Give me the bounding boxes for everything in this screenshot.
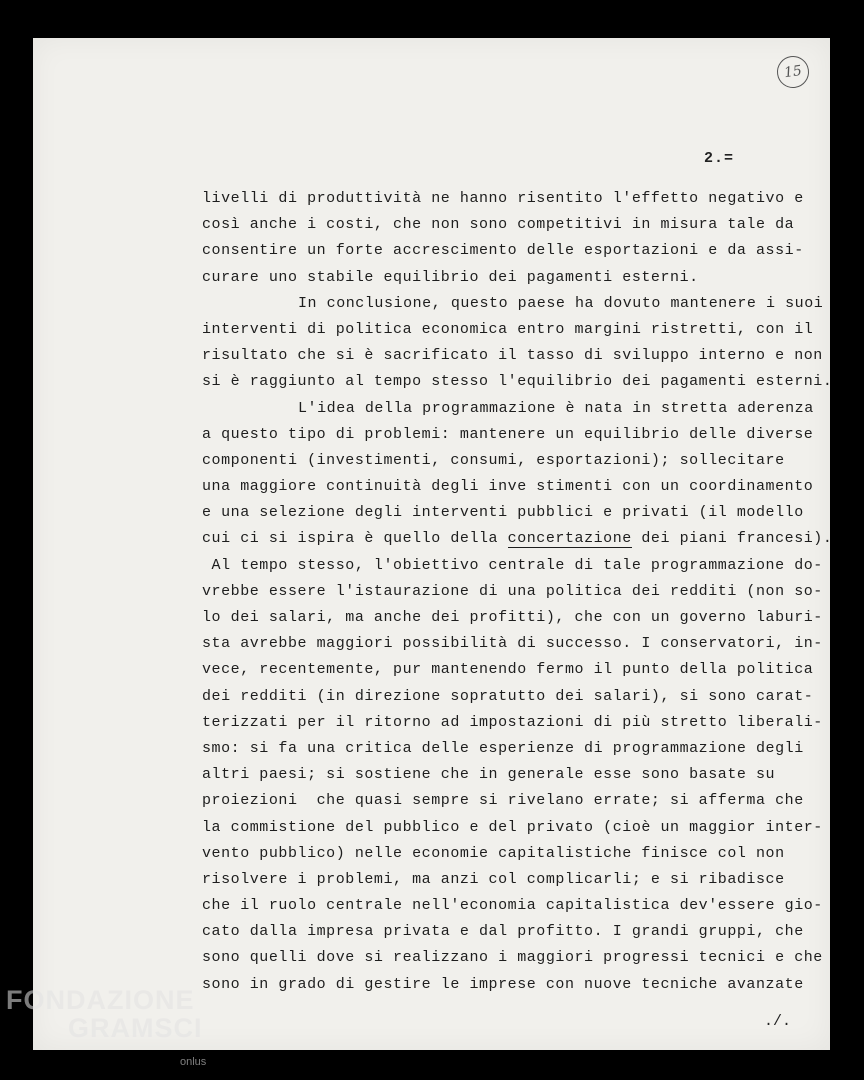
page-number: 2.= <box>704 150 735 167</box>
text-line: altri paesi; si sostiene che in generale esse sono basate su <box>202 766 776 784</box>
text-line: che il ruolo centrale nell'economia capitalistica dev'essere gio- <box>202 897 823 915</box>
text-line: vrebbe essere l'istaurazione di una politica dei redditi (non so- <box>202 582 823 600</box>
text-line: interventi di politica economica entro margini ristretti, con il <box>202 320 814 338</box>
continuation-mark: ./. <box>764 1013 792 1030</box>
text-line: consentire un forte accrescimento delle esportazioni e da assi- <box>202 242 804 260</box>
text-segment: dei piani francesi). <box>631 530 833 548</box>
text-line: terizzati per il ritorno ad impostazioni di più stretto liberali- <box>202 713 823 731</box>
watermark-line: onlus <box>180 1056 207 1068</box>
text-line: proiezioni che quasi sempre si rivelano errate; si afferma che <box>202 792 804 810</box>
text-line: sono quelli dove si realizzano i maggiori progressi tecnici e che <box>202 949 823 967</box>
text-line: L'idea della programmazione è nata in stretta aderenza <box>298 399 814 417</box>
text-line: livelli di produttività ne hanno risentito l'effetto negativo e <box>202 190 804 207</box>
text-line: una maggiore continuità degli inve stimenti con un coordinamento <box>202 478 814 496</box>
text-line: e una selezione degli interventi pubblici e privati (il modello <box>202 504 804 522</box>
watermark-line: FONDAZIONE <box>6 985 195 1015</box>
text-line: In conclusione, questo paese ha dovuto mantenere i suoi <box>298 294 824 312</box>
text-line: vece, recentemente, pur mantenendo fermo il punto della politica <box>202 661 814 679</box>
text-line: vento pubblico) nelle economie capitalistiche finisce col non <box>202 844 785 862</box>
text-line: curare uno stabile equilibrio dei pagamenti esterni. <box>202 268 699 286</box>
text-line: dei redditi (in direzione sopratutto dei salari), si sono carat- <box>202 687 814 705</box>
text-line: così anche i costi, che non sono competitivi in misura tale da <box>202 216 795 234</box>
text-line: lo dei salari, ma anche dei profitti), che con un governo laburi- <box>202 609 823 626</box>
text-line: a questo tipo di problemi: mantenere un equilibrio delle diverse <box>202 425 814 443</box>
text-line: smo: si fa una critica delle esperienze di programmazione degli <box>202 739 804 757</box>
watermark-line: GRAMSCI <box>68 1013 203 1043</box>
text-line: cato dalla impresa privata e dal profitto. I grandi gruppi, che <box>202 923 804 941</box>
text-line: risultato che si è sacrificato il tasso di sviluppo interno e non <box>202 347 823 365</box>
fondazione-gramsci-watermark <box>6 985 207 1068</box>
text-line: componenti (investimenti, consumi, esportazioni); sollecitare <box>202 451 785 469</box>
text-line: Al tempo stesso, l'obiettivo centrale di tale programmazione do- <box>202 556 823 574</box>
text-line: si è raggiunto al tempo stesso l'equilibrio dei pagamenti esterni. <box>202 373 833 391</box>
text-line <box>202 526 832 552</box>
text-segment: cui ci si ispira è quello della <box>202 530 508 548</box>
underlined-term: concertazione <box>507 530 632 548</box>
text-line: risolvere i problemi, ma anzi col complicarli; e si ribadisce <box>202 870 785 888</box>
typed-text-body <box>202 186 832 998</box>
text-line: sta avrebbe maggiori possibilità di successo. I conservatori, in- <box>202 635 823 653</box>
text-line: la commistione del pubblico e del privato (cioè un maggior inter- <box>202 818 823 836</box>
archive-folio-stamp: 15 <box>775 54 811 90</box>
text-line: sono in grado di gestire le imprese con nuove tecniche avanzate <box>202 975 804 993</box>
